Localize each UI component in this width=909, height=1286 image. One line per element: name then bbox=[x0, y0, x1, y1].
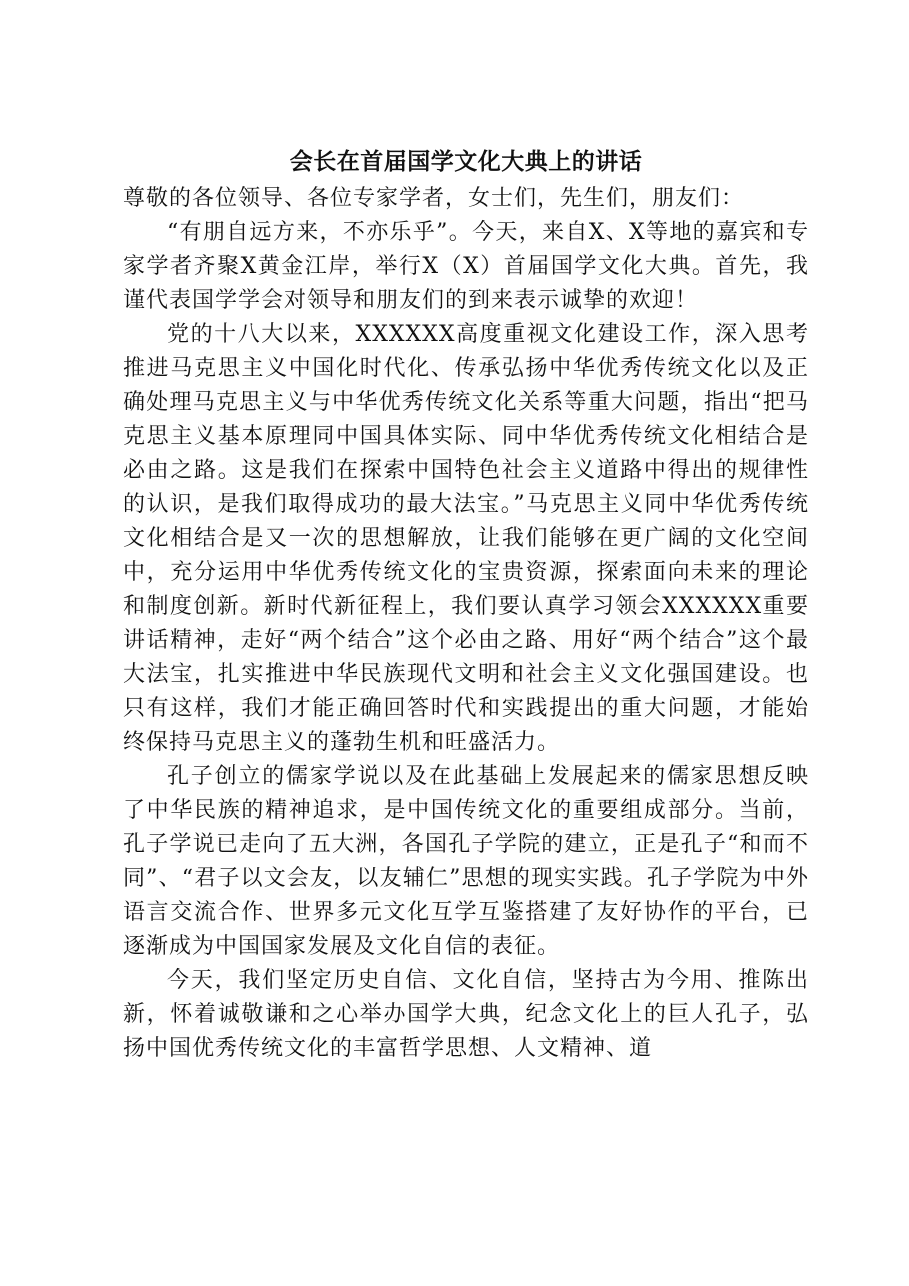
paragraph-welcome: “有朋自远方来，不亦乐乎”。今天，来自X、X等地的嘉宾和专家学者齐聚X黄金江岸，举行X（X）首届国学文化大典。首先，我谨代表国学学会对领导和朋友们的到来表示诚挚的欢迎！ bbox=[123, 220, 809, 313]
paragraph-confucius: 孔子创立的儒家学说以及在此基础上发展起来的儒家思想反映了中华民族的精神追求，是中国传统文化的重要组成部分。当前，孔子学说已走向了五大洲，各国孔子学院的建立，正是孔子“和而不同”、“君子以文会友，以友辅仁”思想的现实实践。孔子学院为中外语言交流合作、世界多元文化互学互鉴搭建了友好协作的平台，已逐渐成为中国国家发展及文化自信的表征。 bbox=[123, 764, 809, 959]
paragraph-party-congress: 党的十八大以来，XXXXXX高度重视文化建设工作，深入思考推进马克思主义中国化时代化、传承弘扬中华优秀传统文化以及正确处理马克思主义与中华优秀传统文化关系等重大问题，指出“把马克思主义基本原理同中国具体实际、同中华优秀传统文化相结合是必由之路。这是我们在探索中国特色社会主义道路中得出的规律性的认识，是我们取得成功的最大法宝。”马克思主义同中华优秀传统文化相结合是又一次的思想解放，让我们能够在更广阔的文化空间中，充分运用中华优秀传统文化的宝贵资源，探索面向未来的理论和制度创新。新时代新征程上，我们要认真学习领会XXXXXX重要讲话精神，走好“两个结合”这个必由之路、用好“两个结合”这个最大法宝，扎实推进中华民族现代文明和社会主义文化强国建设。也只有这样，我们才能正确回答时代和实践提出的重大问题，才能始终保持马克思主义的蓬勃生机和旺盛活力。 bbox=[123, 322, 809, 755]
document-title: 会长在首届国学文化大典上的讲话 bbox=[289, 148, 643, 175]
paragraph-today: 今天，我们坚定历史自信、文化自信，坚持古为今用、推陈出新，怀着诚敬谦和之心举办国学大典，纪念文化上的巨人孔子，弘扬中国优秀传统文化的丰富哲学思想、人文精神、道 bbox=[123, 968, 809, 1061]
greeting-line: 尊敬的各位领导、各位专家学者，女士们，先生们，朋友们： bbox=[123, 186, 745, 211]
